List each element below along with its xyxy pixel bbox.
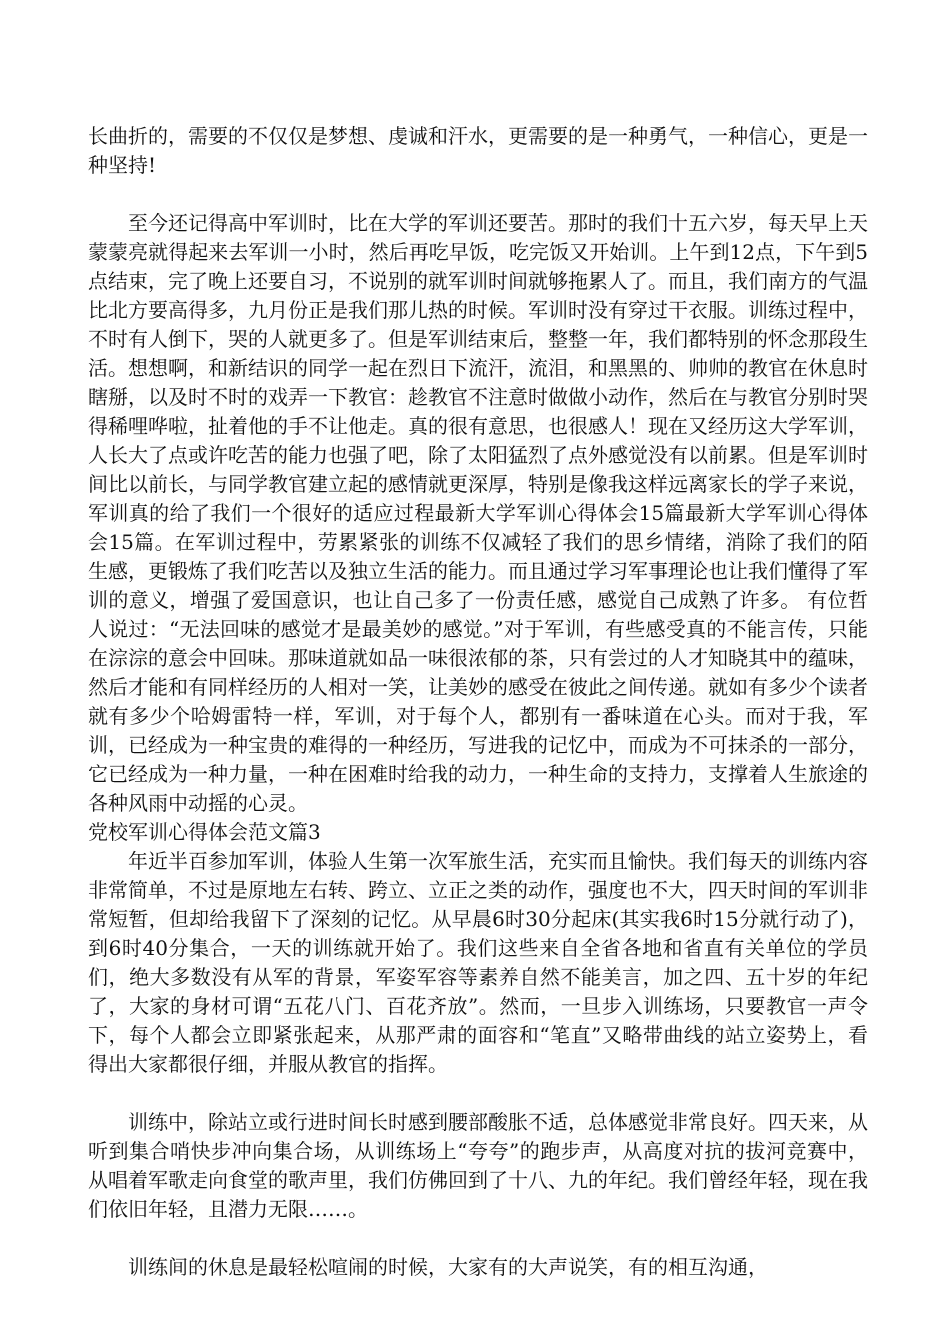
paragraph: 训练间的休息是最轻松喧闹的时候，大家有的大声说笑，有的相互沟通， bbox=[128, 1255, 768, 1279]
paragraph: 长曲折的，需要的不仅仅是梦想、虔诚和汗水，更需要的是一种勇气，一种信心，更是一种坚持! bbox=[88, 124, 868, 177]
paragraph: 年近半百参加军训，体验人生第一次军旅生活，充实而且愉快。我们每天的训练内容非常简单，不过是原地左右转、跨立、立正之类的动作，强度也不大，四天时间的军训非常短暂，但却给我留下了深刻的记忆。从早晨6时30分起床(其实我6时15分就行动了)，到6时40分集合，一天的训练就开始了。我们这些来自全省各地和省直有关单位的学员们，绝大多数没有从军的背景，军姿军容等素养自然不能美言，加之四、五十岁的年纪了，大家的身材可谓“五花八门、百花齐放”。然而，一旦步入训练场，只要教官一声令下，每个人都会立即紧张起来，从那严肃的面容和“笔直”又略带曲线的站立姿势上，看得出大家都很仔细，并服从教官的指挥。 bbox=[88, 849, 868, 1076]
document-page bbox=[88, 122, 868, 1282]
paragraph: 至今还记得高中军训时，比在大学的军训还要苦。那时的我们十五六岁，每天早上天蒙蒙亮就得起来去军训一小时，然后再吃早饭，吃完饭又开始训。上午到12点，下午到5点结束，完了晚上还要自习，不说别的就军训时间就够拖累人了。而且，我们南方的气温比北方要高得多，九月份正是我们那儿热的时候。军训时没有穿过干衣服。训练过程中，不时有人倒下，哭的人就更多了。但是军训结束后，整整一年，我们都特别的怀念那段生活。想想啊，和新结识的同学一起在烈日下流汗，流泪，和黑黑的、帅帅的教官在休息时瞎掰，以及时不时的戏弄一下教官：趁教官不注意时做做小动作，然后在与教官分别时哭得稀哩哗啦，扯着他的手不让他走。真的很有意思，也很感人！现在又经历这大学军训，人长大了点或许吃苦的能力也强了吧，除了太阳猛烈了点外感觉没有以前累。但是军训时间比以前长，与同学教官建立起的感情就更深厚，特别是像我这样远离家长的学子来说，军训真的给了我们一个很好的适应过程最新大学军训心得体会15篇最新大学军训心得体会15篇。在军训过程中，劳累紧张的训练不仅减轻了我们的思乡情绪，消除了我们的陌生感，更锻炼了我们吃苦以及独立生活的能力。而且通过学习军事理论也让我们懂得了军训的意义，增强了爱国意识，也让自己多了一份责任感，感觉自己成熟了许多。 有位哲人说过：“无法回味的感觉才是最美妙的感觉。”对于军训，有些感受真的不能言传，只能在淙淙的意会中回味。那味道就如品一味很浓郁的茶，只有尝过的人才知晓其中的蕴味，然后才能和有同样经历的人相对一笑，让美妙的感受在彼此之间传递。就如有多少个读者就有多少个哈姆雷特一样，军训，对于每个人，都别有一番味道在心头。而对于我，军训，已经成为一种宝贵的难得的一种经历，写进我的记忆中，而成为不可抹杀的一部分，它已经成为一种力量，一种在困难时给我的动力，一种生命的支持力，支撑着人生旅途的各种风雨中动摇的心灵。 bbox=[88, 211, 868, 815]
section-title: 党校军训心得体会范文篇3 bbox=[88, 820, 321, 844]
paragraph: 训练中，除站立或行进时间长时感到腰部酸胀不适，总体感觉非常良好。四天来，从听到集合哨快步冲向集合场，从训练场上“夸夸”的跑步声，从高度对抗的拔河竞赛中，从唱着军歌走向食堂的歌声里，我们仿佛回到了十八、九的年纪。我们曾经年轻，现在我们依旧年轻，且潜力无限……。 bbox=[88, 1110, 868, 1221]
